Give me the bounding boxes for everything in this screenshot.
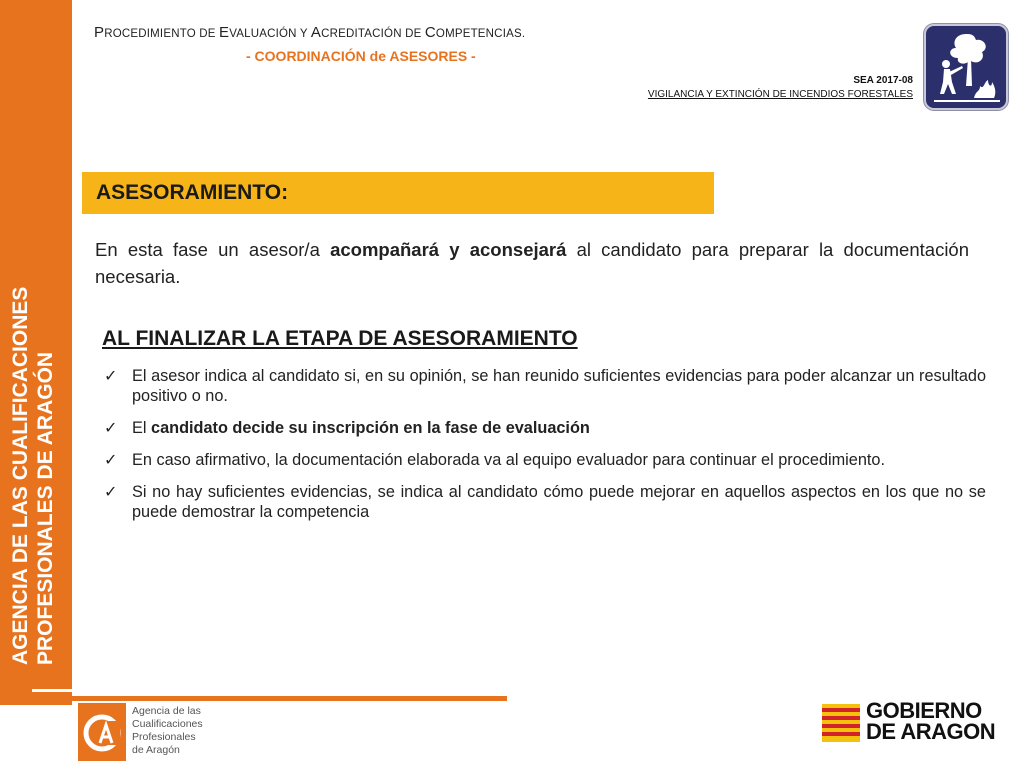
stage-title: AL FINALIZAR LA ETAPA DE ASESORAMIENTO: [102, 327, 578, 350]
intro-text-1: En esta fase un asesor/a: [95, 239, 331, 260]
bullet-emphasis: candidato decide su inscripción en la fase de evaluación: [151, 419, 590, 437]
bullet-list: [102, 366, 986, 534]
list-item: [102, 366, 986, 406]
section-heading-box: [82, 172, 714, 214]
intro-paragraph: [95, 236, 969, 290]
bullet-text: Si no hay suficientes evidencias, se indica al candidato cómo puede mejorar en aquellos aspectos en los que no se puede demostrar la competencia: [132, 483, 986, 521]
title-cap-1: P: [94, 24, 105, 41]
footer-divider: [72, 696, 507, 701]
agency-line: de Aragón: [132, 744, 180, 756]
sidebar-line-2: PROFESIONALES DE ARAGÓN: [34, 351, 57, 665]
title-rest-4: OMPETENCIAS.: [435, 28, 526, 40]
sidebar-line-1: AGENCIA DE LAS CUALIFICACIONES: [9, 286, 32, 665]
title-cap-3: A: [310, 24, 322, 41]
list-item: [102, 482, 986, 522]
check-icon: ✓: [104, 418, 118, 437]
bullet-text: En caso afirmativo, la documentación elaborada va al equipo evaluador para continuar el procedimiento.: [132, 451, 886, 469]
list-item: [102, 418, 986, 438]
agency-name: [132, 705, 203, 757]
list-item: [102, 450, 986, 470]
header-subtitle: - COORDINACIÓN de ASESORES -: [246, 48, 476, 64]
bullet-text: El asesor indica al candidato si, en su opinión, se han reunido suficientes evidencias para poder alcanzar un resultado positivo o no.: [132, 367, 986, 405]
check-icon: ✓: [104, 482, 118, 501]
acpa-logo-icon: [78, 703, 126, 761]
title-cap-2: E: [219, 24, 230, 41]
section-heading: ASESORAMIENTO:: [96, 181, 289, 204]
intro-text-2: al candidato para preparar la documentación necesaria.: [95, 239, 970, 287]
sidebar-title: [8, 195, 58, 665]
government-line: GOBIERNO: [866, 698, 982, 723]
title-rest-1: ROCEDIMIENTO DE: [104, 28, 220, 40]
aragon-flag-graphic: [822, 704, 860, 742]
sidebar-divider: [32, 689, 72, 692]
agency-line: Cualificaciones: [132, 718, 203, 730]
qualification-name: VIGILANCIA Y EXTINCIÓN DE INCENDIOS FORESTALES: [647, 89, 913, 100]
firefighter-logo-icon: [924, 24, 1008, 110]
qualification-code: SEA 2017-08: [853, 75, 913, 86]
title-rest-2: VALUACIÓN Y: [229, 28, 311, 40]
title-rest-3: CREDITACIÓN DE: [321, 28, 425, 40]
title-cap-4: C: [424, 24, 436, 41]
bullet-text: El: [132, 419, 152, 437]
government-name: [866, 700, 995, 742]
check-icon: ✓: [104, 366, 118, 385]
aragon-flag-icon: [822, 704, 860, 742]
agency-line: Agencia de las: [132, 705, 201, 717]
government-line: DE ARAGON: [866, 719, 996, 744]
check-icon: ✓: [104, 450, 118, 469]
header-title: [94, 24, 525, 41]
agency-line: Profesionales: [132, 731, 196, 743]
intro-emphasis: acompañará y aconsejará: [330, 239, 567, 260]
firefighter-logo-graphic: [926, 26, 1006, 108]
acpa-logo-graphic: [78, 703, 126, 761]
